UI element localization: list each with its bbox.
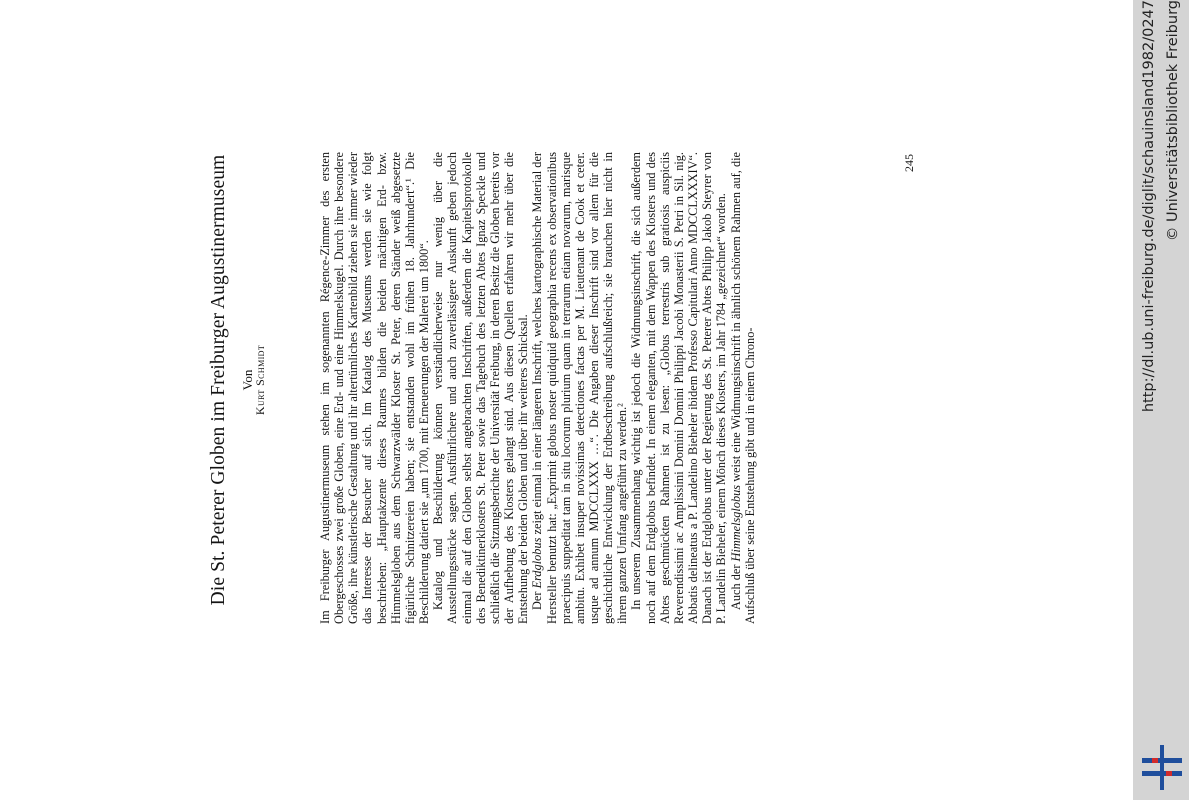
paragraph-text: weist eine Widmungsinschrift in ähnlich schönem Rahmen auf, die Aufschluß über seine Entstehung gibt und in einem Chrono-	[728, 152, 757, 624]
body-paragraph	[431, 152, 530, 624]
paragraph-text: zeigt einmal in einer längeren Inschrift, welches kartographische Material der Hersteller benutzt hat: „Exprimit globus noster quidquid geographia recens ex observationibus praecipuis suppeditat tam in situ locorum plurium quam in terrarum etiam novarum, marisque ambitu. Exhibet insuper novissimas detectiones factas per M. Lieutenant de Cook et ceter. usque ad annum MDCCLXXX …“. Die Angaben dieser Inschrift sind vor allem für die geschichtliche Entwicklung der Erdbeschreibung aufschlußreich; sie brauchen hier nicht in ihrem ganzen Umfang angeführt zu werden.²	[530, 152, 630, 624]
paragraph-text: Im Freiburger Augustinermuseum stehen im sogenannten Régence-Zimmer des ersten Obergeschosses zwei große Globen, eine Erd- und eine Himmelskugel. Durch ihre besondere Größe, ihre künstlerische Gestaltung und ihr altertümliches Kartenbild ziehen sie immer wieder das Interesse der Besucher auf sich. Im Katalog des Museums werden sie wie folgt beschrieben: „Hauptakzente dieses Raumes bilden die beiden mächtigen Erd- bzw. Himmelsgloben aus dem Schwarzwälder Kloster St. Peter, deren Ständer weiß abgesetzte figürliche Schnitzereien haben; sie entstanden wohl im frühen 18. Jahrhundert“.¹ Die Beschilderung datiert sie „um 1700, mit Erneuerungen der Malerei um 1800“.	[318, 152, 432, 624]
paragraph-lead: Der	[530, 588, 545, 610]
body-paragraph	[530, 152, 629, 624]
page-number: 245	[902, 154, 916, 172]
paragraph-text: In unserem Zusammenhang wichtig ist jedoch die Widmungsinschrift, die sich außerdem noch auf dem Erdglobus befindet. In einem eleganten, mit dem Wappen des Klosters und des Abtes geschmückten Rahmen ist zu lesen: „Globus terrestris sub gratiosis auspiciis Reverendissimi ac Amplissimi Domini Domini Philippi Jacobi Monasterii S. Petri in Sil. nig. Abbatis delineatus a P. Landelino Bieheler ibidem Professo Capitulari Anno MDCCLXXXIV“. Danach ist der Erdglobus unter der Regierung des St. Peterer Abtes Philipp Jakob Steyrer von P. Landelin Bieheler, einem Mönch dieses Klosters, im Jahr 1784 „gezeichnet“ worden.	[629, 152, 729, 624]
author-name: Kurt Schmidt	[253, 344, 267, 416]
body-paragraph	[629, 152, 728, 624]
copyright-notice: © Universitätsbibliothek Freiburg	[1165, 0, 1181, 242]
body-paragraph	[729, 152, 757, 624]
sidebar-caption	[1133, 0, 1189, 800]
article-title: Die St. Peterer Globen im Freiburger Augustinermuseum	[208, 154, 229, 606]
byline-von: Von	[240, 369, 255, 391]
byline	[241, 290, 267, 470]
paragraph-lead: Auch der	[728, 561, 743, 610]
paragraph-text: Katalog und Beschilderung können verständlicherweise nur wenig über die Ausstellungsstücke sagen. Ausführlichere und auch zuverlässigere Auskunft geben jedoch einmal die auf den Globen selbst angebrachten Inschriften, außerdem die Kapitelsprotokolle des Benediktinerklosters St. Peter sowie das Tagebuch des letzten Abtes Ignaz Speckle und schließlich die Sitzungsberichte der Universität Freiburg, in deren Besitz die Globen bereits vor der Aufhebung des Klosters gelangt sind. Aus diesen Quellen erfahren wir mehr über die Entstehung der beiden Globen und über ihr weiteres Schicksal.	[431, 152, 531, 624]
article-body	[318, 152, 757, 624]
emphasized-term: Erdglobus	[530, 537, 545, 589]
body-paragraph	[318, 152, 431, 624]
source-url-link[interactable]: http://dl.ub.uni-freiburg.de/diglit/schauinsland1982/0247	[1141, 0, 1157, 413]
ub-freiburg-logo-icon	[1142, 745, 1182, 790]
emphasized-term: Himmelsglobus	[728, 484, 743, 562]
viewer-sidebar	[1133, 0, 1189, 800]
